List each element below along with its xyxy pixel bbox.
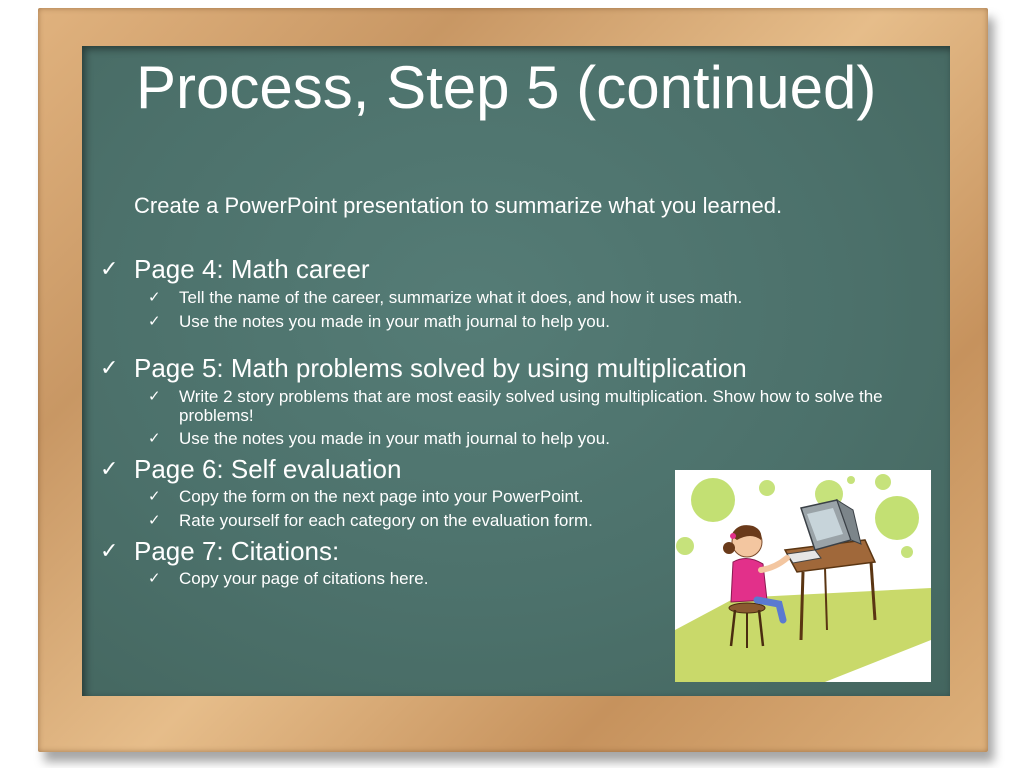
checkmark-icon: ✓ (100, 256, 119, 281)
list-item: Write 2 story problems that are most easily solved using multiplication. Show how to solve the problems! (179, 387, 883, 425)
list-item: Use the notes you made in your math journal to help you. (179, 312, 610, 331)
list-item: Tell the name of the career, summarize what it does, and how it uses math. (179, 288, 743, 307)
checkmark-icon: ✓ (148, 512, 161, 529)
checkmark-icon: ✓ (100, 456, 119, 481)
section-heading-page-5: Page 5: Math problems solved by using multiplication (134, 353, 747, 383)
slide-title: Process, Step 5 (continued) (136, 54, 877, 121)
list-item: Copy your page of citations here. (179, 569, 429, 588)
girl-at-computer-clipart (675, 470, 931, 682)
intro-text: Create a PowerPoint presentation to summarize what you learned. (134, 193, 783, 218)
clipart-drawing (675, 470, 931, 682)
checkmark-icon: ✓ (148, 570, 161, 587)
checkmark-icon: ✓ (148, 488, 161, 505)
list-item: Use the notes you made in your math journal to help you. (179, 429, 610, 448)
checkmark-icon: ✓ (100, 355, 119, 380)
checkmark-icon: ✓ (148, 430, 161, 447)
list-item: Copy the form on the next page into your PowerPoint. (179, 487, 584, 506)
checkmark-icon: ✓ (148, 289, 161, 306)
checkmark-icon: ✓ (148, 313, 161, 330)
section-heading-page-4: Page 4: Math career (134, 254, 370, 284)
checkmark-icon: ✓ (100, 538, 119, 563)
section-heading-page-6: Page 6: Self evaluation (134, 454, 402, 484)
section-heading-page-7: Page 7: Citations: (134, 536, 340, 566)
checkmark-icon: ✓ (148, 388, 161, 405)
list-item: Rate yourself for each category on the evaluation form. (179, 511, 593, 530)
